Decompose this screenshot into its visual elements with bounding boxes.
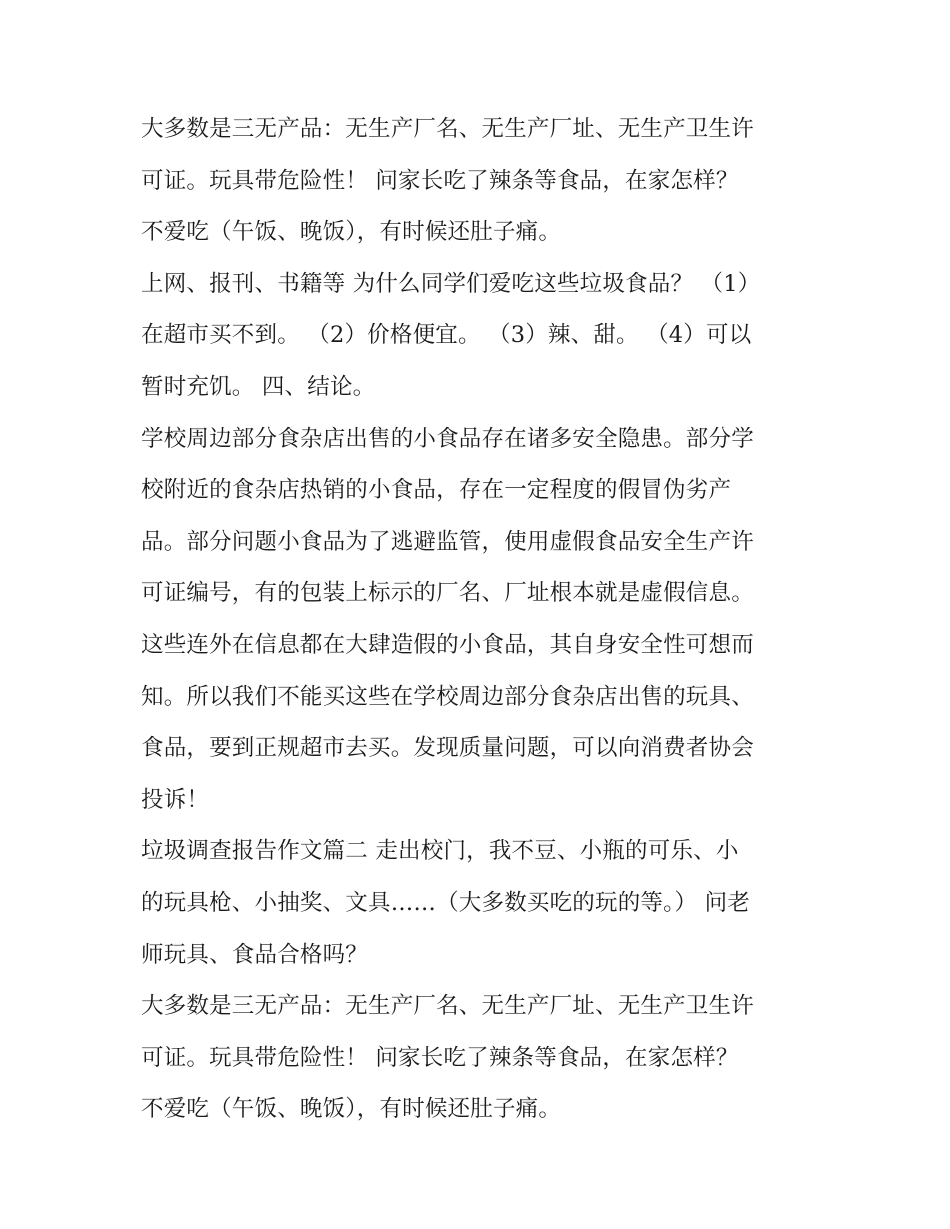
paragraph-2 [141, 259, 816, 414]
paragraph-4 [141, 826, 816, 981]
text-line: 这些连外在信息都在大肆造假的小食品，其自身安全性可想而 [141, 631, 754, 658]
text-line: 可证。玩具带危险性！ 问家长吃了辣条等食品，在家怎样？ [141, 167, 739, 194]
text-line: 不爱吃（午饭、晚饭），有时候还肚子痛。 [141, 1096, 562, 1123]
text-line: 暂时充饥。 四、结论。 [141, 373, 376, 400]
text-line: 投诉！ [141, 786, 210, 813]
paragraph-1 [141, 104, 816, 259]
text-line: 可证。玩具带危险性！ 问家长吃了辣条等食品，在家怎样？ [141, 1044, 739, 1071]
text-line: 知。所以我们不能买这些在学校周边部分食杂店出售的玩具、 [141, 683, 754, 710]
paragraph-3 [141, 414, 816, 827]
text-line: 师玩具、食品合格吗？ [141, 941, 369, 968]
text-line: 的玩具枪、小抽奖、文具……（大多数买吃的玩的等。） 问老 [141, 889, 751, 916]
text-line: 不爱吃（午饭、晚饭），有时候还肚子痛。 [141, 219, 562, 246]
text-line: 上网、报刊、书籍等 为什么同学们爱吃这些垃圾食品？ （1） [141, 270, 761, 297]
text-line: 校附近的食杂店热销的小食品，存在一定程度的假冒伪劣产 [141, 477, 732, 504]
text-line: 品。部分问题小食品为了逃避监管，使用虚假食品安全生产许 [141, 528, 754, 555]
text-line: 可证编号，有的包装上标示的厂名、厂址根本就是虚假信息。 [141, 580, 754, 607]
text-line: 在超市买不到。 （2）价格便宜。 （3）辣、甜。 （4）可以 [141, 322, 752, 349]
text-line: 大多数是三无产品：无生产厂名、无生产厂址、无生产卫生许 [141, 993, 754, 1020]
text-line: 大多数是三无产品：无生产厂名、无生产厂址、无生产卫生许 [141, 116, 754, 142]
text-line: 食品，要到正规超市去买。发现质量问题，可以向消费者协会 [141, 735, 754, 762]
document-body [141, 104, 816, 1136]
text-line: 垃圾调查报告作文篇二 走出校门，我不豆、小瓶的可乐、小 [141, 838, 739, 865]
paragraph-5 [141, 981, 816, 1136]
text-line: 学校周边部分食杂店出售的小食品存在诸多安全隐患。部分学 [141, 425, 754, 452]
